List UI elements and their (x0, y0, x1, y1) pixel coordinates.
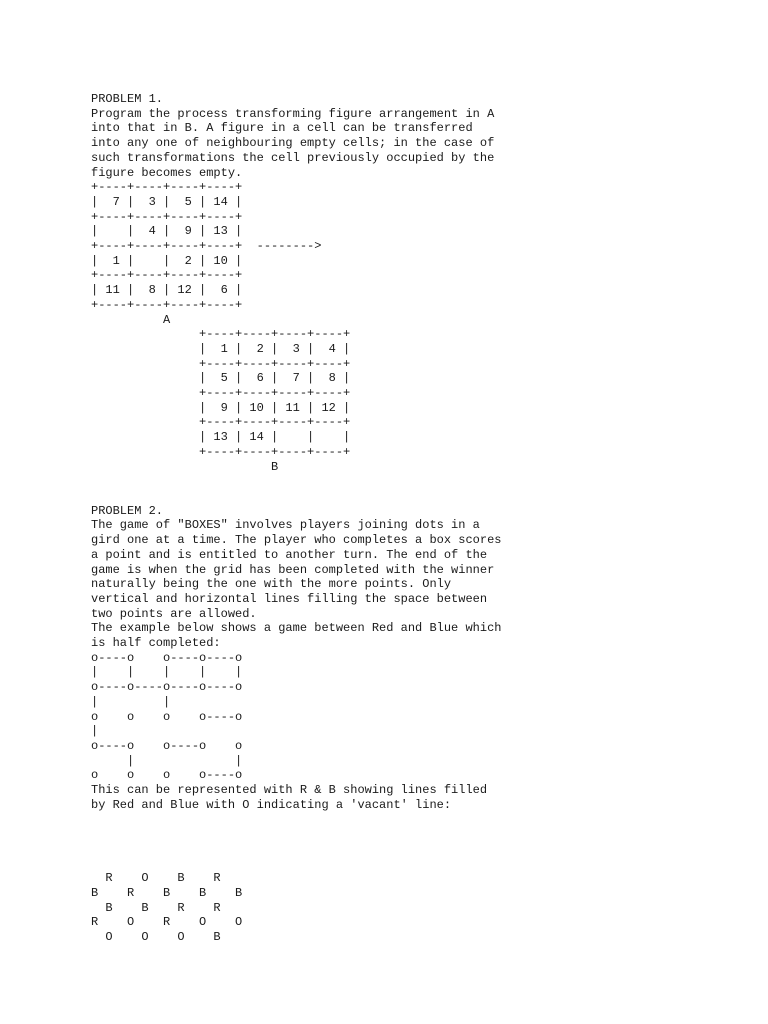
text-line: | 11 | 8 | 12 | 6 | (91, 283, 243, 298)
text-line: Program the process transforming figure arrangement in A (91, 106, 495, 121)
text-line: | | (91, 753, 243, 768)
text-line: vertical and horizontal lines filling the space between (91, 591, 488, 606)
text-line: into any one of neighbouring empty cells; in the case of (91, 136, 495, 151)
text-line: B B R R (91, 900, 221, 915)
text-line: +----+----+----+----+ (91, 180, 243, 195)
text-line: PROBLEM 1. (91, 92, 164, 106)
text-line: | (91, 724, 99, 739)
text-line: is half completed: (91, 636, 221, 651)
text-line: This can be represented with R & B showing lines filled (91, 783, 488, 798)
text-line: O O O B (91, 930, 221, 945)
text-line: +----+----+----+----+ (91, 268, 243, 283)
text-line: by Red and Blue with O indicating a 'vacant' line: (91, 797, 452, 812)
text-line: figure becomes empty. (91, 165, 243, 180)
text-line: two points are allowed. (91, 606, 257, 621)
document-text (91, 92, 501, 945)
text-line: into that in B. A figure in a cell can be transferred (91, 121, 473, 136)
text-line: | 5 | 6 | 7 | 8 | (91, 371, 351, 386)
text-line: o----o----o----o----o (91, 680, 243, 695)
text-line: +----+----+----+----+ (91, 386, 351, 401)
text-line: B (91, 459, 279, 474)
text-line: +----+----+----+----+ (91, 297, 243, 312)
text-line: | 9 | 10 | 11 | 12 | (91, 400, 351, 415)
text-line: | 7 | 3 | 5 | 14 | (91, 194, 243, 209)
text-line: | | | | | (91, 665, 243, 680)
text-line: | 13 | 14 | | | (91, 430, 351, 445)
text-line: o o o o----o (91, 768, 243, 783)
text-line: such transformations the cell previously occupied by the (91, 150, 495, 165)
text-line: +----+----+----+----+ (91, 327, 351, 342)
text-line: +----+----+----+----+ (91, 444, 351, 459)
text-line: +----+----+----+----+ (91, 415, 351, 430)
text-line: a point and is entitled to another turn. The end of the (91, 547, 488, 562)
text-line: +----+----+----+----+ --------> (91, 239, 322, 254)
text-line: | | 4 | 9 | 13 | (91, 224, 243, 239)
text-line: PROBLEM 2. (91, 503, 164, 518)
text-line: o----o o----o----o (91, 650, 243, 665)
text-line: The example below shows a game between Red and Blue which (91, 621, 502, 636)
text-line: gird one at a time. The player who completes a box scores (91, 533, 502, 548)
text-line: R O B R (91, 871, 221, 886)
text-line: game is when the grid has been completed with the winner (91, 562, 495, 577)
text-line: The game of "BOXES" involves players joining dots in a (91, 518, 480, 533)
text-line: | 1 | 2 | 3 | 4 | (91, 341, 351, 356)
text-line: o----o o----o o (91, 738, 243, 753)
text-line: R O R O O (91, 915, 243, 930)
text-line: +----+----+----+----+ (91, 356, 351, 371)
text-line: o o o o----o (91, 709, 243, 724)
text-line: | | (91, 694, 171, 709)
text-line: A (91, 312, 171, 327)
text-line: naturally being the one with the more points. Only (91, 577, 452, 592)
text-line: | 1 | | 2 | 10 | (91, 253, 243, 268)
text-line: +----+----+----+----+ (91, 209, 243, 224)
text-line: B R B B B (91, 885, 243, 900)
